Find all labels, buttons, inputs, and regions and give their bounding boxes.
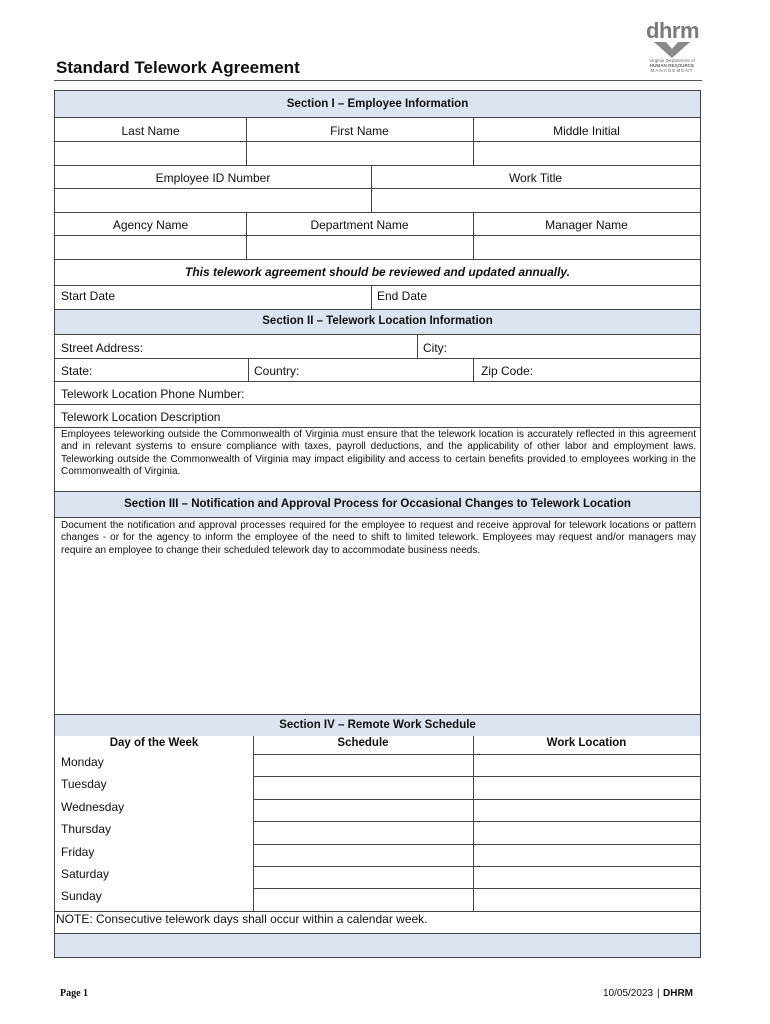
location-saturday-field[interactable] <box>474 867 699 887</box>
start-date-field[interactable] <box>125 286 369 308</box>
schedule-saturday-field[interactable] <box>254 867 472 887</box>
employee-id-label: Employee ID Number <box>155 171 271 185</box>
section3-instructions: Document the notification and approval processes required for the employee to request and receive approval for telework locations or pattern changes - or for the agency to inform the employee of the need to shift to limited telework. Employees may request and/or managers may require an employee to change their scheduled telework day to accommodate business needs. <box>61 520 696 556</box>
location-phone-label: Telework Location Phone Number: <box>61 387 245 401</box>
zip-code-field[interactable] <box>540 359 699 380</box>
schedule-thursday-field[interactable] <box>254 822 472 843</box>
day-sunday: Sunday <box>61 889 102 903</box>
footer-band <box>55 933 700 957</box>
location-description-label: Telework Location Description <box>61 410 221 424</box>
street-address-field[interactable] <box>155 335 415 357</box>
manager-name-field[interactable] <box>474 236 699 258</box>
col-location-header: Work Location <box>546 737 627 749</box>
state-label: State: <box>61 364 93 378</box>
last-name-field[interactable] <box>56 142 245 164</box>
country-field[interactable] <box>310 359 471 380</box>
schedule-sunday-field[interactable] <box>254 889 472 910</box>
day-saturday: Saturday <box>61 867 110 881</box>
schedule-wednesday-field[interactable] <box>254 800 472 820</box>
schedule-friday-field[interactable] <box>254 845 472 865</box>
logo-chevron-icon <box>654 42 690 58</box>
start-date-label: Start Date <box>61 289 116 303</box>
middle-initial-label: Middle Initial <box>553 124 620 138</box>
department-name-label: Department Name <box>310 218 409 232</box>
employee-id-field[interactable] <box>56 189 370 211</box>
consecutive-days-note: NOTE: Consecutive telework days shall occur within a calendar week. <box>56 912 428 926</box>
end-date-label: End Date <box>377 289 428 303</box>
page-number: Page 1 <box>60 988 89 999</box>
footer-org: DHRM <box>663 988 693 999</box>
department-name-field[interactable] <box>247 236 472 258</box>
col-day-header: Day of the Week <box>109 737 199 749</box>
logo-line-1: Virginia Department of <box>649 58 695 63</box>
location-thursday-field[interactable] <box>474 822 699 843</box>
first-name-label: First Name <box>330 124 389 138</box>
zip-code-label: Zip Code: <box>481 364 534 378</box>
day-wednesday: Wednesday <box>61 800 125 814</box>
section4-header: Section IV – Remote Work Schedule <box>279 719 476 731</box>
country-label: Country: <box>254 364 300 378</box>
approval-process-textarea[interactable] <box>56 561 699 711</box>
location-tuesday-field[interactable] <box>474 777 699 798</box>
state-field[interactable] <box>105 359 246 380</box>
logo-line-2: HUMAN RESOURCE <box>649 63 695 68</box>
section3-header: Section III – Notification and Approval Process for Occasional Changes to Telework Location <box>124 498 631 510</box>
city-field[interactable] <box>455 335 699 357</box>
out-of-state-notice: Employees teleworking outside the Commonwealth of Virginia must ensure that the telework location is accurately reflected in this agreement and in relevant systems to ensure compliance with taxes, payroll deductions, and the applicability of other labor and employment laws. Teleworking outside the Commonwealth of Virginia may impact eligibility and access to certain benefits provided to employees working in the Commonwealth of Virginia. <box>61 429 696 477</box>
agency-name-label: Agency Name <box>112 218 189 232</box>
day-monday: Monday <box>61 755 104 769</box>
street-address-label: Street Address: <box>61 341 144 355</box>
schedule-monday-field[interactable] <box>254 755 472 775</box>
location-friday-field[interactable] <box>474 845 699 865</box>
title-divider <box>54 80 702 81</box>
location-sunday-field[interactable] <box>474 889 699 910</box>
city-label: City: <box>423 341 447 355</box>
work-title-label: Work Title <box>508 171 563 185</box>
end-date-field[interactable] <box>435 286 699 308</box>
day-tuesday: Tuesday <box>61 777 107 791</box>
page-title: Standard Telework Agreement <box>56 58 300 77</box>
section2-header: Section II – Telework Location Information <box>262 315 493 327</box>
agency-name-field[interactable] <box>56 236 245 258</box>
footer-separator: | <box>657 988 660 999</box>
section1-header: Section I – Employee Information <box>286 98 469 110</box>
review-note: This telework agreement should be reviewed and updated annually. <box>185 265 570 279</box>
dhrm-logo <box>636 18 708 76</box>
telework-form <box>54 90 701 958</box>
day-friday: Friday <box>61 845 95 859</box>
location-phone-field[interactable] <box>265 382 699 403</box>
logo-line-3: MANAGEMENT <box>650 68 694 73</box>
manager-name-label: Manager Name <box>545 218 628 232</box>
location-monday-field[interactable] <box>474 755 699 775</box>
first-name-field[interactable] <box>247 142 472 164</box>
col-schedule-header: Schedule <box>337 737 389 749</box>
day-thursday: Thursday <box>61 822 112 836</box>
last-name-label: Last Name <box>121 124 180 138</box>
location-wednesday-field[interactable] <box>474 800 699 820</box>
work-title-field[interactable] <box>372 189 699 211</box>
middle-initial-field[interactable] <box>474 142 699 164</box>
schedule-tuesday-field[interactable] <box>254 777 472 798</box>
footer-date: 10/05/2023 <box>603 988 654 999</box>
logo-wordmark: dhrm <box>646 18 699 43</box>
